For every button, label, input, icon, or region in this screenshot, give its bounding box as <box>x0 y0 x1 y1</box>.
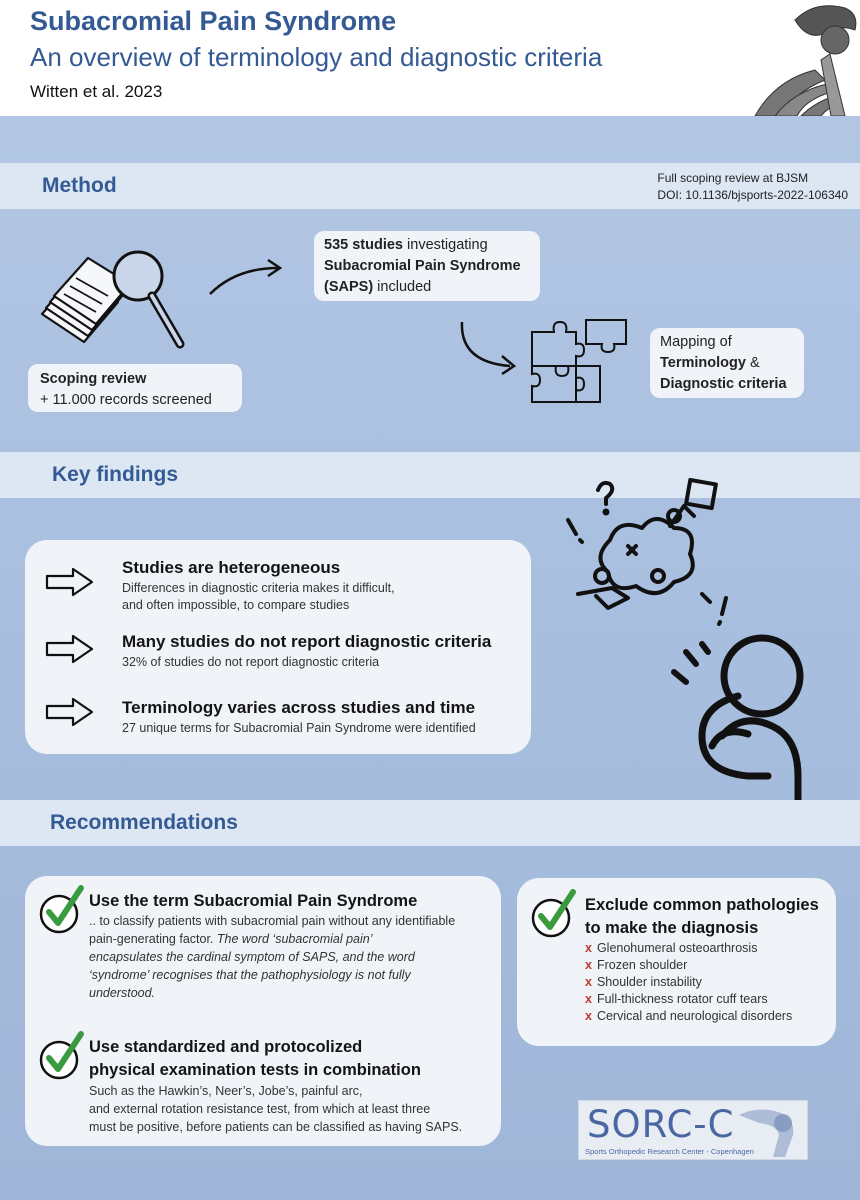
findings-box <box>25 540 531 754</box>
reference <box>657 170 848 204</box>
checkmark-icon <box>37 1028 87 1082</box>
rec-desc: .. to classify patients with subacromial pain without any identifiable <box>89 914 456 928</box>
rec-desc: Such as the Hawkin’s, Neer’s, Jobe’s, painful arc, <box>89 1084 363 1098</box>
exclusion-item: x Full-thickness rotator cuff tears <box>585 991 792 1008</box>
studies-line-2: Subacromial Pain Syndrome <box>324 258 521 274</box>
arrow-outline-icon <box>45 634 95 664</box>
rec-title: Use standardized and protocolized <box>89 1038 363 1056</box>
scoping-review-text: + 11.000 records screened <box>40 392 212 408</box>
checkmark-icon <box>37 882 87 936</box>
rec-desc: and external rotation resistance test, from which at least three <box>89 1102 431 1116</box>
recommendations-heading: Recommendations <box>50 811 238 834</box>
rec-title: physical examination tests in combination <box>89 1061 421 1079</box>
mapping-line-3: Diagnostic criteria <box>660 376 787 392</box>
exclude-box <box>517 878 836 1046</box>
doi-line: DOI: 10.1136/bjsports-2022-106340 <box>657 188 848 202</box>
arrow-right-icon <box>206 254 288 300</box>
finding-desc: and often impossible, to compare studies <box>122 598 350 612</box>
studies-line-1: 535 studies investigating <box>324 237 488 253</box>
scoping-review-title: Scoping review <box>40 371 147 387</box>
header <box>0 0 860 116</box>
arrow-outline-icon <box>45 697 95 727</box>
shoulder-skeleton-icon <box>735 0 860 116</box>
logo-name: SORC-C <box>587 1103 735 1146</box>
mapping-line-2: Terminology & <box>660 355 760 371</box>
puzzle-icon <box>526 314 632 408</box>
mapping-line-1: Mapping of <box>660 334 732 350</box>
finding-title: Studies are heterogeneous <box>122 558 341 577</box>
studies-box <box>314 231 540 301</box>
rec-desc: pain-generating factor. The word ‘subacromial pain’ <box>89 932 373 946</box>
finding-desc: Differences in diagnostic criteria makes it difficult, <box>122 581 395 595</box>
finding-desc: 27 unique terms for Subacromial Pain Syndrome were identified <box>122 721 476 735</box>
page-title: Subacromial Pain Syndrome <box>30 6 397 36</box>
confused-person-icon <box>562 476 832 806</box>
shoulder-logo-icon <box>729 1105 805 1157</box>
rec-title: Use the term Subacromial Pain Syndrome <box>89 892 418 910</box>
authors: Witten et al. 2023 <box>30 82 163 101</box>
checkmark-icon <box>529 886 579 940</box>
rec-desc: must be positive, before patients can be classified as having SAPS. <box>89 1120 463 1134</box>
arrow-outline-icon <box>45 567 95 597</box>
method-band <box>0 163 860 209</box>
studies-line-3: (SAPS) included <box>324 279 432 295</box>
scoping-review-box <box>28 364 242 412</box>
rec-desc: understood. <box>89 986 156 1000</box>
rec-title: to make the diagnosis <box>585 919 759 937</box>
exclusion-item: x Glenohumeral osteoarthrosis <box>585 940 792 957</box>
exclusion-item: x Cervical and neurological disorders <box>585 1008 792 1025</box>
exclusion-list <box>585 940 792 1025</box>
recommendations-box <box>25 876 501 1146</box>
mapping-box <box>650 328 804 398</box>
reference-line: Full scoping review at BJSM <box>657 171 809 185</box>
finding-title: Terminology varies across studies and time <box>122 698 476 717</box>
documents-magnifier-icon <box>36 244 188 354</box>
rec-desc: ‘syndrome’ recognises that the pathophysiology is not fully <box>89 968 411 982</box>
logo <box>578 1100 808 1160</box>
method-heading: Method <box>42 174 117 197</box>
logo-subtitle: Sports Orthopedic Research Center - Copenhagen <box>585 1147 754 1156</box>
page-subtitle: An overview of terminology and diagnostic criteria <box>30 42 603 72</box>
finding-title: Many studies do not report diagnostic criteria <box>122 632 492 651</box>
rec-desc: encapsulates the cardinal symptom of SAPS, and the word <box>89 950 415 964</box>
key-findings-heading: Key findings <box>52 463 179 486</box>
recommendations-band <box>0 800 860 846</box>
finding-desc: 32% of studies do not report diagnostic criteria <box>122 655 380 669</box>
exclusion-item: x Frozen shoulder <box>585 957 792 974</box>
exclusion-item: x Shoulder instability <box>585 974 792 991</box>
curved-arrow-icon <box>456 318 522 376</box>
rec-title: Exclude common pathologies <box>585 896 819 914</box>
